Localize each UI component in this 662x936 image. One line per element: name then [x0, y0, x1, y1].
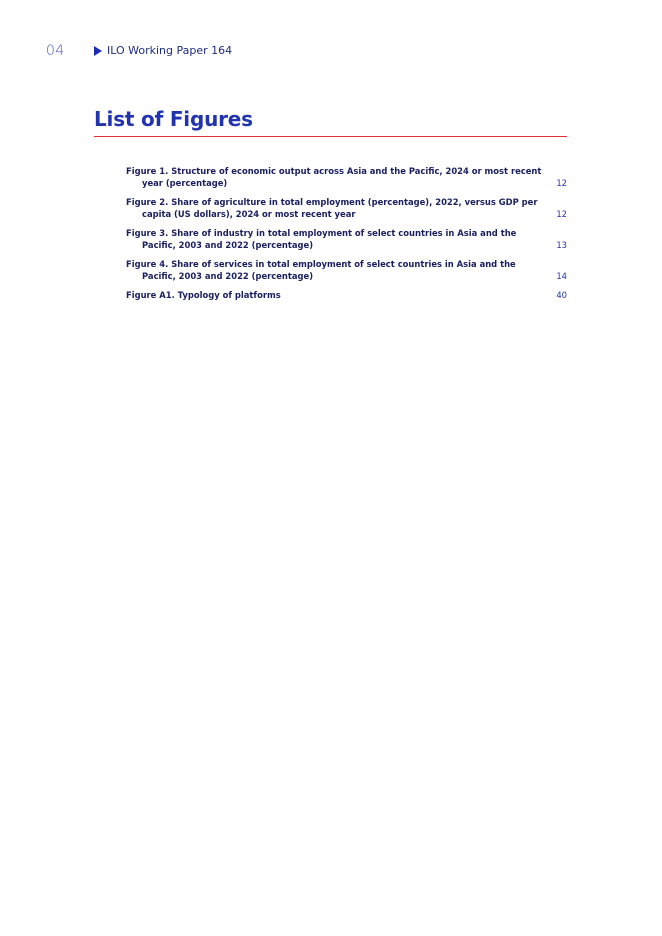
figure-list [126, 165, 567, 308]
title-divider [94, 136, 567, 137]
figure-list-item[interactable] [126, 227, 567, 251]
figure-page-number[interactable]: 14 [556, 271, 567, 281]
page-number: 04 [46, 43, 65, 59]
figure-page-number[interactable]: 12 [556, 209, 567, 219]
figure-entry-text[interactable]: Figure 3. Share of industry in total employment of select countries in Asia and the Pacific, 2003 and 2022 (percentage) [126, 228, 517, 250]
figure-page-number[interactable]: 40 [556, 290, 567, 300]
figure-entry-text[interactable]: Figure A1. Typology of platforms [126, 290, 281, 300]
figure-page-number[interactable]: 12 [556, 178, 567, 188]
figure-list-item[interactable] [126, 258, 567, 282]
figure-entry-text[interactable]: Figure 1. Structure of economic output across Asia and the Pacific, 2024 or most recent year (percentage) [126, 166, 542, 188]
figure-entry-text[interactable]: Figure 2. Share of agriculture in total employment (percentage), 2022, versus GDP per capita (US dollars), 2024 or most recent year [126, 197, 538, 219]
running-header-title: ILO Working Paper 164 [107, 44, 233, 57]
figure-list-item[interactable] [126, 196, 567, 220]
triangle-right-icon [94, 46, 102, 56]
running-header [94, 44, 232, 57]
figure-page-number[interactable]: 13 [556, 240, 567, 250]
figure-entry-text[interactable]: Figure 4. Share of services in total employment of select countries in Asia and the Pacific, 2003 and 2022 (percentage) [126, 259, 516, 281]
figure-list-item[interactable] [126, 289, 567, 301]
section-title: List of Figures [94, 107, 253, 131]
figure-list-item[interactable] [126, 165, 567, 189]
